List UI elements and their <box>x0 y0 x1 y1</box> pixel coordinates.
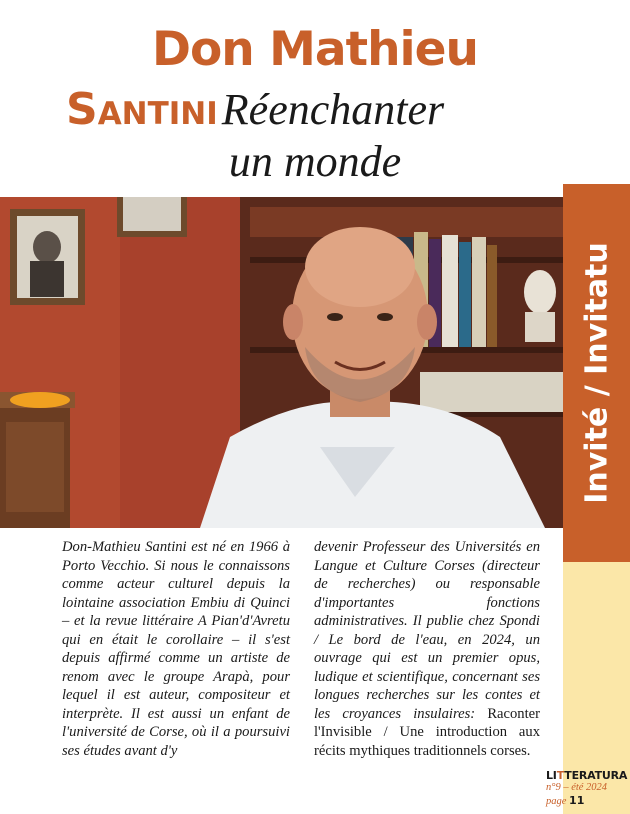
title-subtitle-part2: un monde <box>228 137 402 186</box>
article-column-right-text: devenir Professeur des Universités en Langue et Culture Corses (directeur de recherches) ou responsable d'importantes fonctions administratives. Il publie chez Spondi / Le bord de l'eau, en 2024, un ouvrage qui est un premier opus, ludique et scientifique, concernant ses longues recherches sur les contes et les croyances insulaires: <box>314 539 540 722</box>
page-indicator <box>546 794 626 808</box>
article-column-left: Don-Mathieu Santini est né en 1966 à Porto Vecchio. Si nous le connaissons comme acteur culturel depuis la lointaine association Embiu di Quinci – et la revue littéraire A Pian'd'Avretu qui en était le corollaire – il s'est depuis affirmé comme un artiste de renom avec le groupe Arapà, pour lequel il est auteur, compositeur et interprète. Il est aussi un enfant de l'université de Corse, où il a poursuivi ses études avant d'y <box>62 539 290 759</box>
portrait-photo <box>0 197 563 528</box>
footer <box>546 769 626 808</box>
title-name: Don Mathieu <box>152 22 478 77</box>
title-block <box>0 0 630 196</box>
issue-label: n°9 – été 2024 <box>546 782 608 793</box>
title-line-two <box>66 82 626 138</box>
book-title: Raconter l'Invisible / Une introduction aux récits mythiques traditionnels corses. <box>314 705 540 759</box>
brand-suffix: TERATURA <box>564 769 628 782</box>
brand-accent: T <box>556 769 565 782</box>
page-number: 11 <box>569 794 585 807</box>
page-label: page <box>546 796 567 807</box>
title-subtitle-part1: Réenchanter <box>221 85 445 134</box>
title-surname: Santini <box>66 84 218 135</box>
brand-prefix: LI <box>546 769 557 782</box>
section-tab-label: Invité / Invitatu <box>579 242 614 504</box>
magazine-logo <box>546 769 626 782</box>
section-tab <box>563 184 630 562</box>
article-column-right <box>314 538 540 759</box>
